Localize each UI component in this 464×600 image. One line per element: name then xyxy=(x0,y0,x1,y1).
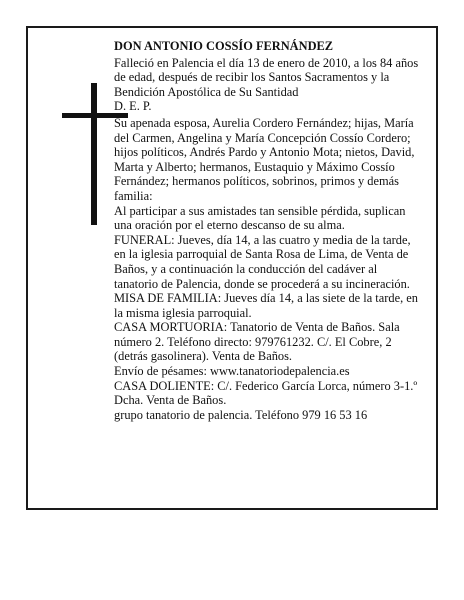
obituary-text xyxy=(114,39,422,422)
funeral-info: FUNERAL: Jueves, día 14, a las cuatro y media de la tarde, en la iglesia parroquial de Santa Rosa de Lima, de Venta de Baños, y a continuación la conducción del cadáver al tanatorio de Palencia, donde se procederá a su incineración. xyxy=(114,232,411,291)
prayer-request: Al participar a sus amistades tan sensible pérdida, suplican una oración por el eterno descanso de su alma. xyxy=(114,203,406,233)
funeral-group-contact: grupo tanatorio de palencia. Teléfono 979 16 53 16 xyxy=(114,407,368,422)
family-home-info: CASA DOLIENTE: C/. Federico García Lorca, número 3-1.º Dcha. Venta de Baños. xyxy=(114,378,418,408)
family-list: Su apenada esposa, Aurelia Cordero Fernández; hijas, María del Carmen, Angelina y María Concepción Cossío Cordero; hijos políticos, Andrés Pardo y Antonio Mota; nietos, David, Marta y Alberto; hermanos, Eustaquio y Máximo Cossío Fernández; hermanos políticos, sobrinos, primos y demás familia: xyxy=(114,115,415,203)
family-mass-info: MISA DE FAMILIA: Jueves día 14, a las siete de la tarde, en la misma iglesia parroquial. xyxy=(114,291,418,320)
deceased-name: DON ANTONIO COSSÍO FERNÁNDEZ xyxy=(114,39,334,53)
funeral-home-info: CASA MORTUORIA: Tanatorio de Venta de Baños. Sala número 2. Teléfono directo: 979761232. C/. El Cobre, 2 (detrás gasolinera). Venta de Baños. xyxy=(114,320,400,364)
death-statement: Falleció en Palencia el día 13 de enero de 2010, a los 84 años de edad, después de recibir los Santos Sacramentos y la Bendición Apostólica de Su Santidad xyxy=(114,55,419,99)
condolences-website: Envío de pésames: www.tanatoriodepalencia.es xyxy=(114,364,350,379)
dep-line: D. E. P. xyxy=(114,99,152,114)
